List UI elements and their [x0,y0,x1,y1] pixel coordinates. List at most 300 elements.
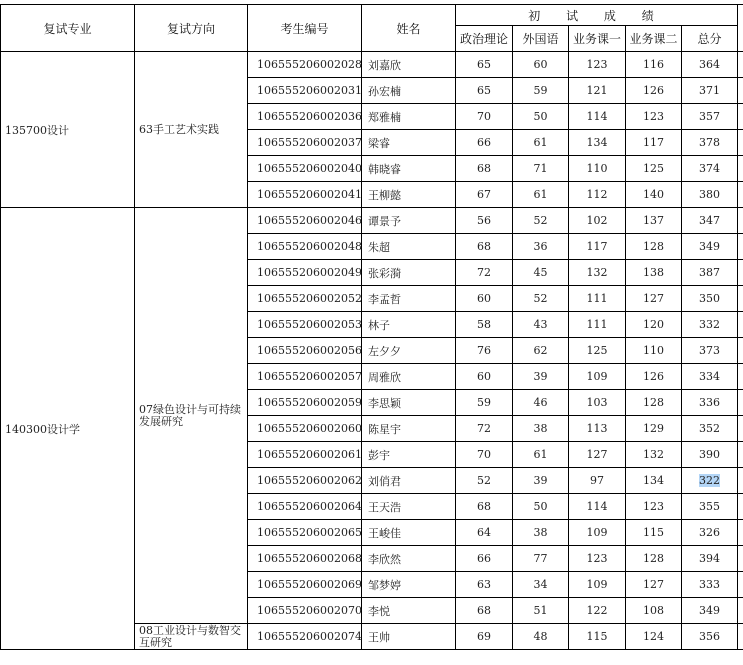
score-foreign-cell [513,156,569,182]
score-value: 123 [586,58,608,71]
score-course1-cell [569,208,626,234]
score-course2-cell [626,520,682,546]
score-value: 132 [586,266,608,279]
score-value: 68 [477,500,491,513]
score-course1-cell [569,104,626,130]
student-name-cell: 周雅欣 [362,364,456,390]
total-score-value: 394 [699,552,721,565]
score-foreign-cell [513,442,569,468]
score-value: 60 [477,370,491,383]
score-value: 36 [533,240,548,253]
exam-id-cell: 106555206002062 [248,468,362,494]
student-name-cell: 朱超 [362,234,456,260]
score-value: 70 [477,110,491,123]
total-score-value: 355 [699,500,721,513]
header-course-one: 业务课一 [569,26,626,52]
extra-cell [738,260,743,286]
student-name-cell: 王柳懿 [362,182,456,208]
total-score-value: 350 [699,292,721,305]
score-value: 127 [643,292,664,305]
score-value: 63 [477,578,491,591]
exam-id-cell: 106555206002070 [248,598,362,624]
score-politics-cell [456,572,513,598]
score-value: 43 [533,318,548,331]
extra-cell [738,78,743,104]
score-total-cell [682,286,738,312]
header-direction: 复试方向 [135,5,248,52]
score-value: 61 [533,136,548,149]
score-politics-cell [456,52,513,78]
score-value: 115 [586,630,608,643]
score-value: 50 [533,110,548,123]
student-name-cell: 梁睿 [362,130,456,156]
student-name-cell: 刘嘉欣 [362,52,456,78]
score-value: 38 [533,526,548,539]
score-course1-cell [569,364,626,390]
total-score-value: 326 [699,526,721,539]
total-score-value: 374 [699,162,721,175]
student-name-cell: 李欣然 [362,546,456,572]
score-value: 38 [533,422,548,435]
score-course1-cell [569,156,626,182]
score-value: 124 [643,630,664,643]
score-course1-cell [569,416,626,442]
total-score-value: 347 [699,214,721,227]
total-score-value: 333 [699,578,721,591]
score-course2-cell [626,572,682,598]
score-value: 59 [477,396,491,409]
score-value: 126 [643,84,664,97]
total-score-value: 380 [699,188,721,201]
score-foreign-cell [513,364,569,390]
score-foreign-cell [513,234,569,260]
score-value: 69 [477,630,491,643]
header-major: 复试专业 [1,5,135,52]
score-value: 59 [533,84,548,97]
score-course1-cell [569,182,626,208]
table-row [1,52,743,78]
score-value: 68 [477,162,491,175]
score-total-cell [682,468,738,494]
score-value: 70 [477,448,491,461]
score-course2-cell [626,598,682,624]
score-total-cell [682,338,738,364]
score-politics-cell [456,182,513,208]
score-value: 123 [643,500,664,513]
score-value: 114 [586,500,608,513]
score-value: 58 [477,318,491,331]
score-total-cell [682,234,738,260]
score-foreign-cell [513,130,569,156]
score-total-cell [682,494,738,520]
header-politics: 政治理论 [456,26,513,52]
score-value: 128 [643,396,664,409]
score-politics-cell [456,624,513,650]
score-value: 97 [590,474,604,487]
score-value: 62 [533,344,548,357]
score-course2-cell [626,442,682,468]
score-value: 111 [586,318,608,331]
score-course2-cell [626,234,682,260]
score-value: 112 [586,188,608,201]
student-name-cell: 李孟哲 [362,286,456,312]
exam-id-cell: 106555206002065 [248,520,362,546]
total-score-value: 336 [699,396,721,409]
extra-cell [738,494,743,520]
score-value: 72 [477,266,491,279]
exam-id-cell: 106555206002069 [248,572,362,598]
score-politics-cell [456,260,513,286]
score-total-cell [682,624,738,650]
extra-cell [738,182,743,208]
header-foreign-language: 外国语 [513,26,569,52]
total-score-value: 356 [699,630,721,643]
score-value: 60 [477,292,491,305]
score-value: 117 [643,136,664,149]
score-value: 116 [643,58,664,71]
score-total-cell [682,312,738,338]
total-score-value: 334 [699,370,721,383]
extra-cell [738,156,743,182]
score-value: 68 [477,604,491,617]
score-value: 67 [477,188,491,201]
exam-id-cell: 106555206002036 [248,104,362,130]
score-course2-cell [626,546,682,572]
extra-cell [738,364,743,390]
score-value: 76 [477,344,491,357]
header-initial-scores: 初 试 成 绩 [456,5,738,26]
score-course2-cell [626,260,682,286]
score-rows [1,52,743,650]
total-score-value: 349 [699,240,721,253]
score-course1-cell [569,520,626,546]
score-course1-cell [569,286,626,312]
score-value: 60 [533,58,548,71]
score-total-cell [682,572,738,598]
score-value: 48 [533,630,548,643]
score-value: 114 [586,110,608,123]
student-name-cell: 王峻佳 [362,520,456,546]
student-name-cell: 张彩漪 [362,260,456,286]
score-total-cell [682,364,738,390]
score-course2-cell [626,390,682,416]
student-name-cell: 谭景予 [362,208,456,234]
score-total-cell [682,78,738,104]
score-total-cell [682,156,738,182]
score-course1-cell [569,494,626,520]
exam-id-cell: 106555206002053 [248,312,362,338]
score-foreign-cell [513,312,569,338]
score-course1-cell [569,52,626,78]
score-course1-cell [569,130,626,156]
exam-id-cell: 106555206002060 [248,416,362,442]
score-value: 45 [533,266,548,279]
score-politics-cell [456,338,513,364]
score-value: 109 [586,578,608,591]
student-name-cell: 郑雅楠 [362,104,456,130]
student-name-cell: 左夕夕 [362,338,456,364]
score-foreign-cell [513,572,569,598]
extra-cell [738,390,743,416]
exam-id-cell: 106555206002064 [248,494,362,520]
score-politics-cell [456,468,513,494]
score-course1-cell [569,598,626,624]
score-course2-cell [626,104,682,130]
score-value: 34 [533,578,548,591]
exam-id-cell: 106555206002059 [248,390,362,416]
major-cell-design: 135700设计 [1,52,135,208]
extra-cell [738,286,743,312]
score-value: 120 [643,318,664,331]
score-course2-cell [626,208,682,234]
exam-id-cell: 106555206002041 [248,182,362,208]
score-foreign-cell [513,78,569,104]
score-total-cell [682,546,738,572]
student-name-cell: 韩晓睿 [362,156,456,182]
score-value: 125 [643,162,664,175]
score-politics-cell [456,78,513,104]
score-foreign-cell [513,546,569,572]
score-foreign-cell [513,390,569,416]
score-value: 52 [533,292,548,305]
score-value: 64 [477,526,491,539]
score-politics-cell [456,390,513,416]
exam-id-cell: 106555206002046 [248,208,362,234]
score-value: 61 [533,188,548,201]
total-score-value: 371 [699,84,721,97]
header-extra-column [738,5,743,52]
student-name-cell: 李思颖 [362,390,456,416]
score-value: 51 [533,604,548,617]
score-value: 46 [533,396,548,409]
score-foreign-cell [513,598,569,624]
score-politics-cell [456,286,513,312]
header-name: 姓名 [362,5,456,52]
score-value: 117 [586,240,608,253]
score-course2-cell [626,416,682,442]
total-score-value: 357 [699,110,721,123]
score-total-cell [682,416,738,442]
exam-id-cell: 106555206002037 [248,130,362,156]
score-foreign-cell [513,468,569,494]
table-row [1,208,743,234]
total-score-value: 378 [699,136,721,149]
score-politics-cell [456,208,513,234]
extra-cell [738,234,743,260]
score-politics-cell [456,494,513,520]
score-course1-cell [569,78,626,104]
score-value: 110 [586,162,608,175]
exam-id-cell: 106555206002049 [248,260,362,286]
student-name-cell: 彭宇 [362,442,456,468]
score-value: 110 [643,344,664,357]
score-total-cell [682,598,738,624]
score-course2-cell [626,624,682,650]
score-foreign-cell [513,286,569,312]
score-value: 111 [586,292,608,305]
score-politics-cell [456,598,513,624]
score-value: 128 [643,552,664,565]
student-name-cell: 陈星宇 [362,416,456,442]
score-value: 65 [477,84,491,97]
score-course1-cell [569,260,626,286]
total-score-value: 349 [699,604,721,617]
score-table [0,4,743,650]
direction-cell-green-design: 07绿色设计与可持续发展研究 [135,208,248,624]
extra-cell [738,416,743,442]
total-score-value: 373 [699,344,721,357]
student-name-cell: 王天浩 [362,494,456,520]
score-course1-cell [569,624,626,650]
score-foreign-cell [513,52,569,78]
score-value: 115 [643,526,664,539]
selected-total-score[interactable]: 322 [699,474,721,487]
score-course1-cell [569,234,626,260]
score-course1-cell [569,572,626,598]
score-value: 126 [643,370,664,383]
score-course2-cell [626,130,682,156]
score-value: 39 [533,370,548,383]
score-total-cell [682,130,738,156]
score-value: 71 [533,162,548,175]
score-politics-cell [456,234,513,260]
extra-cell [738,312,743,338]
student-name-cell: 刘俏君 [362,468,456,494]
score-value: 66 [477,552,491,565]
score-value: 134 [643,474,664,487]
score-total-cell [682,390,738,416]
score-course2-cell [626,182,682,208]
exam-id-cell: 106555206002040 [248,156,362,182]
score-politics-cell [456,364,513,390]
extra-cell [738,338,743,364]
header-exam-id: 考生编号 [248,5,362,52]
score-course2-cell [626,286,682,312]
score-value: 65 [477,58,491,71]
header-total: 总分 [682,26,738,52]
score-value: 68 [477,240,491,253]
score-course1-cell [569,312,626,338]
score-value: 39 [533,474,548,487]
score-foreign-cell [513,208,569,234]
score-value: 77 [533,552,548,565]
direction-cell-handcraft: 63手工艺术实践 [135,52,248,208]
score-value: 52 [477,474,491,487]
score-total-cell [682,260,738,286]
score-value: 102 [586,214,608,227]
extra-cell [738,520,743,546]
score-value: 134 [586,136,608,149]
score-foreign-cell [513,624,569,650]
major-cell-design-science: 140300设计学 [1,208,135,650]
total-score-value: 352 [699,422,721,435]
total-score-value: 387 [699,266,721,279]
score-politics-cell [456,520,513,546]
score-total-cell [682,520,738,546]
student-name-cell: 王帅 [362,624,456,650]
score-value: 61 [533,448,548,461]
score-course2-cell [626,468,682,494]
exam-id-cell: 106555206002068 [248,546,362,572]
score-foreign-cell [513,260,569,286]
extra-cell [738,624,743,650]
score-total-cell [682,104,738,130]
score-value: 109 [586,370,608,383]
extra-cell [738,52,743,78]
score-value: 66 [477,136,491,149]
direction-cell-industrial-design: 08工业设计与数智交互研究 [135,624,248,650]
score-course1-cell [569,390,626,416]
score-total-cell [682,208,738,234]
score-course2-cell [626,52,682,78]
score-course2-cell [626,312,682,338]
score-value: 138 [643,266,664,279]
exam-id-cell: 106555206002057 [248,364,362,390]
score-value: 122 [586,604,608,617]
total-score-value: 364 [699,58,721,71]
score-value: 140 [643,188,664,201]
score-value: 113 [586,422,608,435]
score-total-cell [682,442,738,468]
student-name-cell: 邹梦婷 [362,572,456,598]
score-course2-cell [626,338,682,364]
extra-cell [738,130,743,156]
score-value: 127 [586,448,608,461]
extra-cell [738,104,743,130]
score-value: 123 [643,110,664,123]
extra-cell [738,546,743,572]
exam-id-cell: 106555206002061 [248,442,362,468]
score-course1-cell [569,442,626,468]
header-course-two: 业务课二 [626,26,682,52]
exam-id-cell: 106555206002052 [248,286,362,312]
score-value: 129 [643,422,664,435]
extra-cell [738,598,743,624]
score-politics-cell [456,104,513,130]
score-course1-cell [569,468,626,494]
score-value: 56 [477,214,491,227]
score-foreign-cell [513,494,569,520]
score-politics-cell [456,312,513,338]
exam-id-cell: 106555206002056 [248,338,362,364]
score-total-cell [682,182,738,208]
extra-cell [738,442,743,468]
score-value: 125 [586,344,608,357]
score-politics-cell [456,416,513,442]
student-name-cell: 李悦 [362,598,456,624]
exam-id-cell: 106555206002074 [248,624,362,650]
score-foreign-cell [513,520,569,546]
score-value: 50 [533,500,548,513]
score-value: 108 [643,604,664,617]
score-sheet [0,4,743,650]
score-course2-cell [626,364,682,390]
score-politics-cell [456,156,513,182]
score-value: 103 [586,396,608,409]
total-score-value: 390 [699,448,721,461]
score-foreign-cell [513,416,569,442]
score-course1-cell [569,338,626,364]
extra-cell [738,468,743,494]
exam-id-cell: 106555206002031 [248,78,362,104]
exam-id-cell: 106555206002028 [248,52,362,78]
score-total-cell [682,52,738,78]
score-value: 137 [643,214,664,227]
score-value: 123 [586,552,608,565]
score-value: 109 [586,526,608,539]
score-foreign-cell [513,182,569,208]
score-value: 72 [477,422,491,435]
